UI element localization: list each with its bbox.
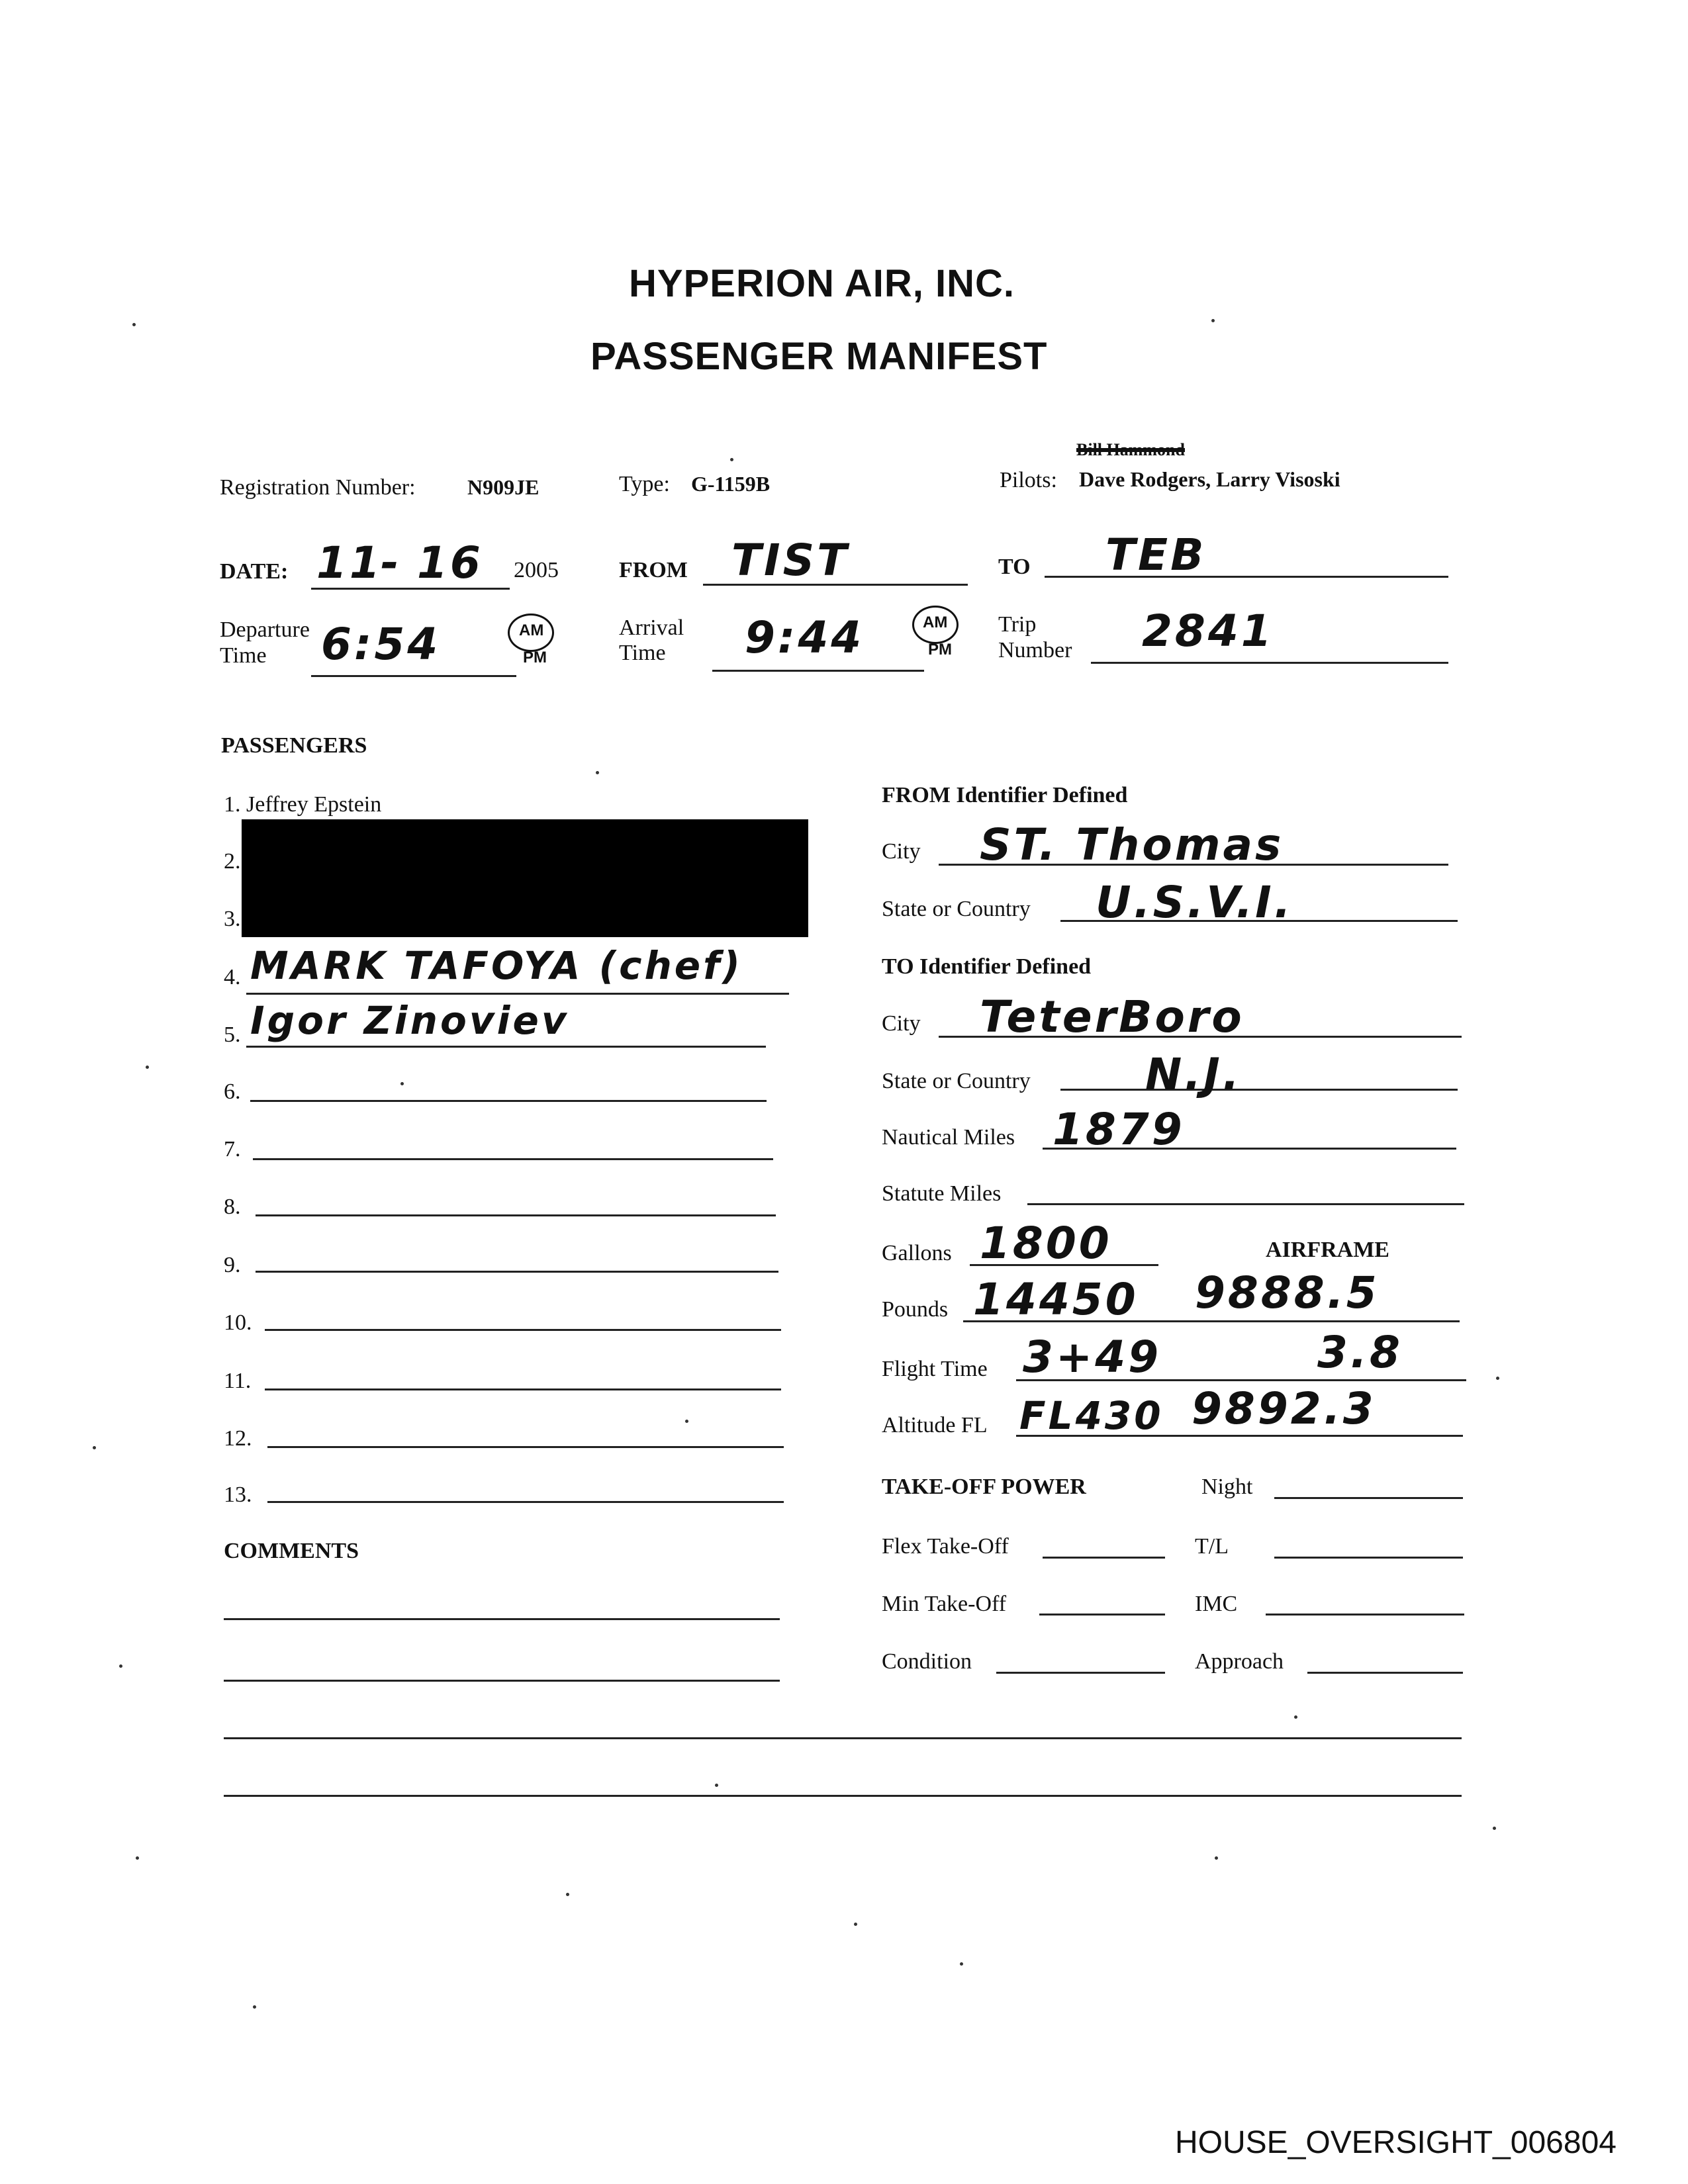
passenger-name-4: MARK TAFOYA (chef) (250, 943, 743, 988)
pilots-struck-name: Bill Hammond (1076, 440, 1185, 459)
from-label: FROM (619, 558, 688, 582)
form-title: PASSENGER MANIFEST (590, 335, 1048, 378)
to-value: TEB (1105, 529, 1207, 580)
scan-speck (253, 2005, 256, 2009)
min-takeoff-label: Min Take-Off (882, 1592, 1007, 1616)
passenger-line-4 (246, 993, 789, 995)
airframe-value-1: 9888.5 (1195, 1267, 1380, 1318)
to-city-value: TeterBoro (980, 991, 1244, 1042)
passenger-line-10 (265, 1329, 781, 1331)
passenger-num-7: 7. (224, 1137, 241, 1161)
scan-speck (136, 1856, 139, 1860)
statute-miles-line (1027, 1203, 1464, 1205)
tl-line (1274, 1557, 1463, 1559)
passenger-name-1: Jeffrey Epstein (246, 792, 382, 817)
company-name: HYPERION AIR, INC. (629, 262, 1015, 305)
arrival-label-2: Time (619, 641, 666, 665)
departure-line (311, 675, 516, 677)
date-month: 11 (316, 537, 383, 588)
from-state-value: U.S.V.I. (1096, 877, 1293, 928)
gallons-label: Gallons (882, 1241, 952, 1265)
passengers-heading: PASSENGERS (221, 733, 367, 758)
registration-value: N909JE (467, 475, 539, 499)
airframe-label: AIRFRAME (1266, 1238, 1389, 1262)
scan-speck (1496, 1377, 1499, 1380)
passenger-num-12: 12. (224, 1426, 252, 1451)
scan-speck (1215, 1856, 1218, 1860)
scan-speck (93, 1446, 96, 1449)
passenger-line-7 (253, 1158, 773, 1160)
pilots-value: Dave Rodgers, Larry Visoski (1079, 467, 1340, 491)
scan-speck (1493, 1827, 1496, 1830)
pounds-label: Pounds (882, 1297, 949, 1322)
scan-speck (400, 1082, 404, 1085)
passenger-line-8 (256, 1214, 776, 1216)
scan-speck (1211, 319, 1215, 322)
from-city-label: City (882, 839, 921, 864)
trip-number: 2841 (1142, 606, 1274, 657)
gallons-value: 1800 (980, 1218, 1112, 1269)
scan-speck (960, 1962, 963, 1966)
scan-speck (146, 1066, 149, 1069)
min-takeoff-line (1039, 1614, 1165, 1615)
takeoff-power-heading: TAKE-OFF POWER (882, 1475, 1086, 1499)
arrival-label: Arrival (619, 615, 684, 640)
departure-pm: PM (523, 649, 547, 666)
scan-speck (1294, 1715, 1297, 1719)
passenger-num-11: 11. (224, 1369, 252, 1393)
to-state-line (1060, 1089, 1458, 1091)
to-city-label: City (882, 1011, 921, 1036)
arrival-time: 9:44 (745, 612, 865, 663)
scan-speck (685, 1420, 688, 1423)
trip-label-2: Number (998, 638, 1072, 662)
passenger-line-6 (250, 1100, 767, 1102)
flight-time-value: 3+49 (1023, 1332, 1162, 1383)
trip-line (1091, 662, 1448, 664)
passenger-num-5: 5. (224, 1023, 241, 1047)
passenger-name-5: Igor Zinoviev (250, 998, 569, 1043)
passenger-line-5 (246, 1046, 766, 1048)
from-city-value: ST. Thomas (980, 819, 1284, 870)
passenger-line-9 (256, 1271, 778, 1273)
scan-speck (730, 458, 733, 461)
altitude-value: FL430 (1019, 1393, 1164, 1438)
departure-time: 6:54 (321, 619, 441, 670)
date-year: 2005 (514, 558, 559, 582)
condition-label: Condition (882, 1649, 972, 1674)
comments-heading: COMMENTS (224, 1539, 359, 1563)
passenger-num-13: 13. (224, 1482, 252, 1507)
date-day: 16 (417, 537, 483, 588)
airframe-value-3: 9892.3 (1192, 1383, 1376, 1434)
pilots-label: Pilots: (1000, 468, 1057, 492)
approach-label: Approach (1195, 1649, 1284, 1674)
nautical-miles-label: Nautical Miles (882, 1125, 1015, 1150)
passenger-num-2: 2. (224, 849, 241, 874)
night-label: Night (1201, 1475, 1253, 1499)
comments-line-4 (224, 1795, 1462, 1797)
condition-line (996, 1672, 1165, 1674)
type-label: Type: (619, 472, 670, 496)
to-label: TO (998, 555, 1031, 579)
arrival-am: AM (923, 614, 948, 631)
type-value: G-1159B (691, 472, 771, 496)
approach-line (1307, 1672, 1463, 1674)
passenger-line-12 (267, 1446, 784, 1448)
passenger-num-1: 1. (224, 792, 241, 817)
departure-am: AM (519, 621, 544, 639)
flight-time-label: Flight Time (882, 1357, 988, 1381)
imc-line (1266, 1614, 1464, 1615)
comments-line-1 (224, 1618, 780, 1620)
altitude-label: Altitude FL (882, 1413, 988, 1437)
scan-speck (132, 323, 136, 326)
passenger-num-9: 9. (224, 1253, 241, 1277)
comments-line-2 (224, 1680, 780, 1682)
passenger-num-3: 3. (224, 907, 241, 931)
passenger-num-8: 8. (224, 1195, 241, 1219)
from-value: TIST (731, 535, 850, 586)
from-identifier-heading: FROM Identifier Defined (882, 783, 1128, 807)
passenger-num-6: 6. (224, 1079, 241, 1104)
night-line (1274, 1497, 1463, 1499)
date-label: DATE: (220, 559, 289, 584)
airframe-value-2: 3.8 (1317, 1327, 1403, 1378)
statute-miles-label: Statute Miles (882, 1181, 1002, 1206)
from-state-label: State or Country (882, 897, 1031, 921)
to-identifier-heading: TO Identifier Defined (882, 954, 1092, 979)
scan-speck (566, 1893, 569, 1896)
date-dash: - (381, 537, 402, 588)
tl-label: T/L (1195, 1534, 1229, 1559)
departure-label: Departure (220, 617, 310, 642)
arrival-pm: PM (928, 641, 952, 659)
imc-label: IMC (1195, 1592, 1238, 1616)
pounds-value: 14450 (973, 1274, 1139, 1325)
comments-line-3 (224, 1737, 1462, 1739)
to-state-value: N.J. (1145, 1049, 1242, 1100)
to-state-label: State or Country (882, 1069, 1031, 1093)
arrival-line (712, 670, 924, 672)
passenger-num-4: 4. (224, 965, 241, 989)
scan-speck (715, 1784, 718, 1787)
passenger-line-11 (265, 1388, 781, 1390)
flex-takeoff-label: Flex Take-Off (882, 1534, 1009, 1559)
scan-speck (119, 1664, 122, 1668)
passenger-num-10: 10. (224, 1310, 252, 1335)
scan-speck (854, 1923, 857, 1926)
passenger-line-13 (267, 1501, 784, 1503)
scan-speck (596, 771, 599, 774)
redaction-block (242, 819, 808, 937)
bates-number: HOUSE_OVERSIGHT_006804 (1175, 2125, 1617, 2160)
departure-label-2: Time (220, 643, 267, 668)
registration-label: Registration Number: (220, 475, 416, 500)
nautical-miles-value: 1879 (1053, 1104, 1185, 1155)
flex-takeoff-line (1043, 1557, 1165, 1559)
trip-label: Trip (998, 612, 1037, 637)
